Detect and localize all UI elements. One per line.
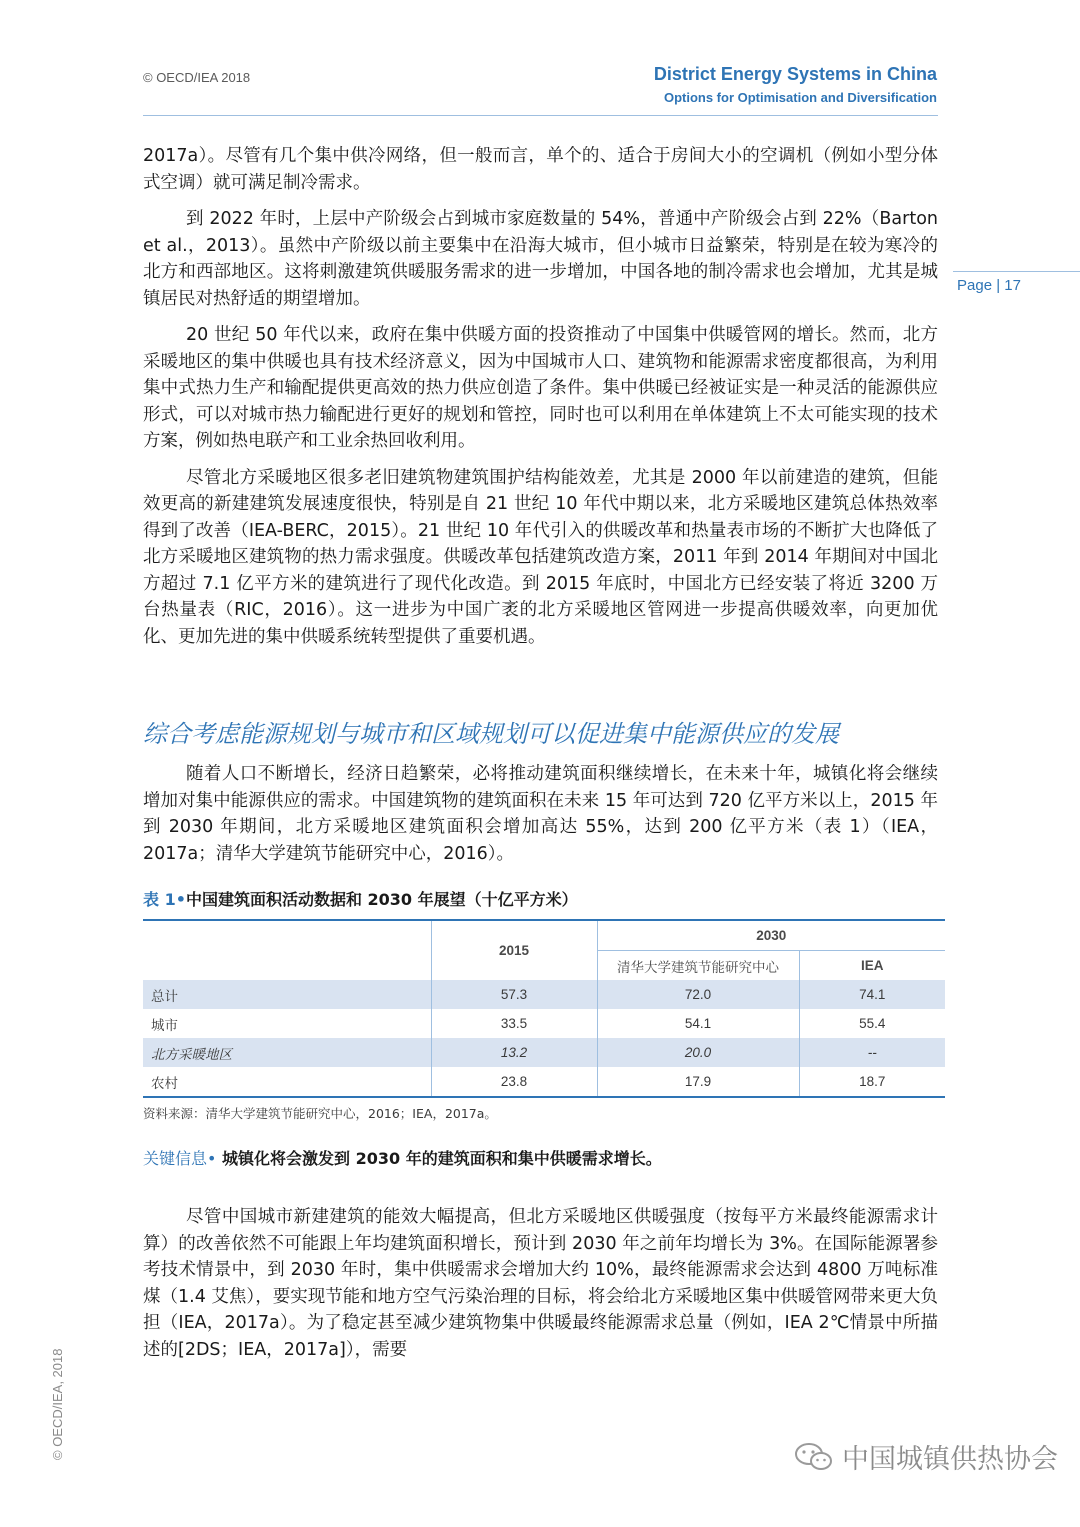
copyright-header: © OECD/IEA 2018 bbox=[143, 70, 251, 85]
column-header-tsinghua: 清华大学建筑节能研究中心 bbox=[597, 951, 799, 981]
cell-tsinghua: 20.0 bbox=[597, 1038, 799, 1067]
table-row bbox=[143, 1009, 945, 1038]
table-caption bbox=[143, 887, 578, 910]
key-message-label: 关键信息 bbox=[143, 1149, 208, 1168]
paragraph: 尽管北方采暖地区很多老旧建筑物建筑围护结构能效差，尤其是 2000 年以前建造的建筑，但能效更高的新建建筑发展速度很快，特别是自 21 世纪 10 年代中期以来，北方采暖地区建筑总体热效率得到了改善（IEA-BERC，2015）。21 世纪 10 年代引入的供暖改革和热量表市场的不断扩大也降低了北方采暖地区建筑物的热力需求强度。供暖改革包括建筑改造方案，2011 年到 2014 年期间对中国北方超过 7.1 亿平方米的建筑进行了现代化改造。到 2015 年底时，中国北方已经安装了将近 3200 万台热量表（RIC，2016）。这一进步为中国广袤的北方采暖地区管网进一步提高供暖效率，向更加优化、更加先进的集中供暖系统转型提供了重要机遇。 bbox=[143, 467, 938, 647]
report-subtitle: Options for Optimisation and Diversification bbox=[663, 90, 937, 105]
cell-2015: 13.2 bbox=[431, 1038, 597, 1067]
cell-2015: 23.8 bbox=[431, 1067, 597, 1097]
table-caption-dot: • bbox=[175, 890, 186, 909]
watermark-text: 中国城镇供热协会 bbox=[842, 1444, 1058, 1475]
key-message-dot: • bbox=[207, 1149, 217, 1168]
floor-area-table bbox=[143, 919, 945, 1098]
key-message bbox=[143, 1146, 662, 1169]
table-row bbox=[143, 1038, 945, 1067]
column-header-2015: 2015 bbox=[431, 920, 597, 980]
paragraph: 2017a）。尽管有几个集中供冷网络，但一般而言，单个的、适合于房间大小的空调机（例如小型分体式空调）就可满足制冷需求。 bbox=[143, 146, 938, 193]
paragraph: 到 2022 年时，上层中产阶级会占到城市家庭数量的 54%，普通中产阶级会占到 22%（Barton et al.，2013）。虽然中产阶级以前主要集中在沿海大城市，但小城市日益繁荣，特别是在较为寒冷的北方和西部地区。这将刺激建筑供暖服务需求的进一步增加，中国各地的制冷需求也会增加，尤其是城镇居民对热舒适的期望增加。 bbox=[143, 209, 938, 309]
cell-tsinghua: 54.1 bbox=[597, 1009, 799, 1038]
cell-2015: 33.5 bbox=[431, 1009, 597, 1038]
cell-tsinghua: 72.0 bbox=[597, 980, 799, 1009]
row-label: 农村 bbox=[143, 1067, 431, 1097]
cell-iea: 55.4 bbox=[799, 1009, 945, 1038]
table-row bbox=[143, 980, 945, 1009]
paragraph: 尽管中国城市新建建筑的能效大幅提高，但北方采暖地区供暖强度（按每平方米最终能源需求计算）的改善依然不可能跟上年均建筑面积增长，预计到 2030 年之前年均增长为 3%。在国际能源署参考技术情景中，到 2030 年时，集中供暖需求会增加大约 10%，最终能源需求会达到 4800 万吨标准煤（1.4 艾焦），要实现节能和地方空气污染治理的目标，将会给北方采暖地区集中供暖管网带来更大负担（IEA，2017a）。为了稳定甚至减少建筑物集中供暖最终能源需求总量（例如，IEA 2℃情景中所描述的[2DS；IEA，2017a]），需要 bbox=[143, 1207, 938, 1360]
wechat-watermark bbox=[794, 1437, 1058, 1476]
table-caption-label: 表 1 bbox=[143, 890, 176, 909]
body-text-bottom bbox=[143, 1204, 938, 1373]
paragraph: 随着人口不断增长，经济日趋繁荣，必将推动建筑面积继续增长，在未来十年，城镇化将会继续增加对集中能源供应的需求。中国建筑物的建筑面积在未来 15 年可达到 720 亿平方米以上，2015 年到 2030 年期间，北方采暖地区建筑面积会增加高达 55%，达到 200 亿平方米（表 1）（IEA，2017a；清华大学建筑节能研究中心，2016）。 bbox=[143, 764, 938, 864]
key-message-text: 城镇化将会激发到 2030 年的建筑面积和集中供暖需求增长。 bbox=[216, 1149, 662, 1168]
table-header-blank bbox=[143, 920, 431, 980]
cell-iea: -- bbox=[799, 1038, 945, 1067]
body-text-top bbox=[143, 143, 938, 660]
row-label: 城市 bbox=[151, 1017, 178, 1034]
header-divider bbox=[143, 115, 938, 116]
side-copyright: © OECD/IEA, 2018 bbox=[50, 1348, 65, 1460]
report-title: District Energy Systems in China bbox=[653, 64, 937, 84]
page-divider bbox=[953, 271, 1080, 272]
section-heading: 综合考虑能源规划与城市和区域规划可以促进集中能源供应的发展 bbox=[143, 720, 839, 748]
table-source: 资料来源：清华大学建筑节能研究中心，2016；IEA，2017a。 bbox=[143, 1106, 497, 1121]
column-header-iea: IEA bbox=[799, 951, 945, 981]
wechat-icon bbox=[794, 1441, 834, 1473]
column-header-2030: 2030 bbox=[597, 920, 945, 951]
cell-tsinghua: 17.9 bbox=[597, 1067, 799, 1097]
cell-2015: 57.3 bbox=[431, 980, 597, 1009]
body-text-middle bbox=[143, 761, 938, 877]
row-label: 总计 bbox=[143, 980, 431, 1009]
paragraph: 20 世纪 50 年代以来，政府在集中供暖方面的投资推动了中国集中供暖管网的增长。然而，北方采暖地区的集中供暖也具有技术经济意义，因为中国城市人口、建筑物和能源需求密度都很高，为利用集中式热力生产和输配提供更高效的热力供应创造了条件。集中供暖已经被证实是一种灵活的能源供应形式，可以对城市热力输配进行更好的规划和管控，同时也可以利用在单体建筑上不太可能实现的技术方案，例如热电联产和工业余热回收利用。 bbox=[143, 325, 938, 451]
cell-iea: 74.1 bbox=[799, 980, 945, 1009]
row-label: 北方采暖地区 bbox=[143, 1038, 431, 1067]
table-row bbox=[143, 1067, 945, 1097]
cell-iea: 18.7 bbox=[799, 1067, 945, 1097]
table-caption-text: 中国建筑面积活动数据和 2030 年展望（十亿平方米） bbox=[185, 890, 578, 909]
page-number: Page | 17 bbox=[957, 277, 1021, 294]
